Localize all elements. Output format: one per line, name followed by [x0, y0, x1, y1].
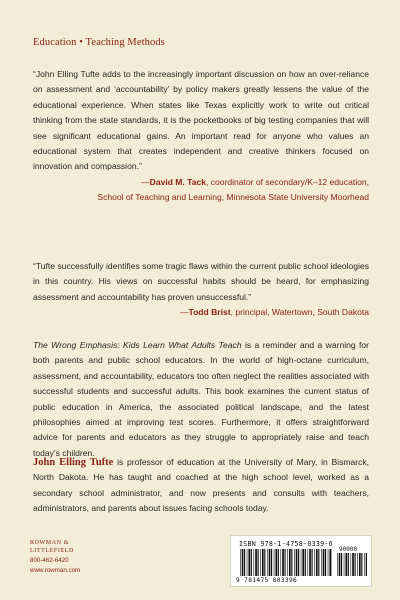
category-teaching-methods: Teaching Methods	[85, 37, 165, 48]
endorsement-quote-2	[33, 259, 369, 321]
isbn-barcode	[230, 535, 372, 587]
author-bio	[33, 455, 369, 517]
quote-1-author: David M. Tack	[149, 176, 207, 187]
barcode-ean-digits: 9 781475 803396	[236, 577, 298, 584]
publisher-logo	[30, 540, 80, 555]
quote-1-dash: —	[141, 176, 150, 187]
category-line	[33, 37, 165, 48]
category-education: Education	[33, 37, 77, 48]
quote-1-text: “John Elling Tufte adds to the increasingly important discussion on how an over-reliance on assessment and ‘accountability’ by policy makers greatly lessens the value of the educational experience. When states like Texas explicitly work to write out critical thinking from the state standards, it is the pocketbooks of big testing companies that will see significant educational gains. An important read for anyone who values an educational system that creates independent and creative thinkers focused on innovation and compassion.”	[33, 69, 369, 172]
book-title: The Wrong Emphasis: Kids Learn What Adults Teach	[33, 340, 242, 350]
quote-2-author: Todd Brist	[188, 307, 231, 318]
description-text: is a reminder and a warning for both parents and public school educators. In the world of high-octane curriculum, assessment, and accountability, educators too often neglect the realities associated with successful students and successful adults. This book examines the current status of public education in America, the associated political landscape, and the latest philosophies aimed at improving test scores. Furthermore, it offers straightforward advice for parents and educators as they struggle to appropriately raise and teach today’s children.	[33, 340, 369, 458]
endorsement-quote-1	[33, 67, 369, 206]
quote-2-dash: —	[179, 307, 189, 318]
isbn-label: ISBN 978-1-4758-0339-6	[239, 540, 333, 548]
barcode-bars-icon	[240, 549, 332, 576]
quote-2-text: “Tufte successfully identifies some tragic flaws within the current public school ideologies in this country. His views on successful habits should be heard, for emphasizing assessment and accountability has proven unsuccessful.”	[33, 261, 369, 302]
publisher-phone: 800-462-6420	[30, 557, 69, 565]
publisher-website: www.rowman.com	[30, 566, 81, 574]
quote-1-attribution	[33, 175, 369, 206]
quote-2-role: , principal, Watertown, South Dakota	[230, 307, 369, 318]
quote-2-attribution	[33, 305, 369, 320]
category-separator: •	[79, 37, 83, 48]
barcode-addon-bars-icon	[337, 553, 367, 576]
publisher-logo-line-2: LITTLEFIELD	[30, 547, 74, 554]
publisher-block	[30, 540, 80, 575]
quote-1-role: , coordinator of secondary/K–12 education,	[206, 176, 369, 187]
author-name: John Elling Tufte	[33, 457, 114, 468]
quote-1-affiliation: School of Teaching and Learning, Minnesota State University Moorhead	[97, 192, 369, 203]
book-description	[33, 338, 369, 461]
publisher-logo-line-1: ROWMAN &	[30, 540, 69, 546]
author-bio-text: is professor of education at the University of Mary, in Bismarck, North Dakota. He has taught and coached at the high school level, worked as a secondary school administrator, and now presents and consults with teachers, administrators, and parents about issues facing schools today.	[33, 457, 369, 514]
barcode-addon-code: 90000	[339, 546, 358, 553]
